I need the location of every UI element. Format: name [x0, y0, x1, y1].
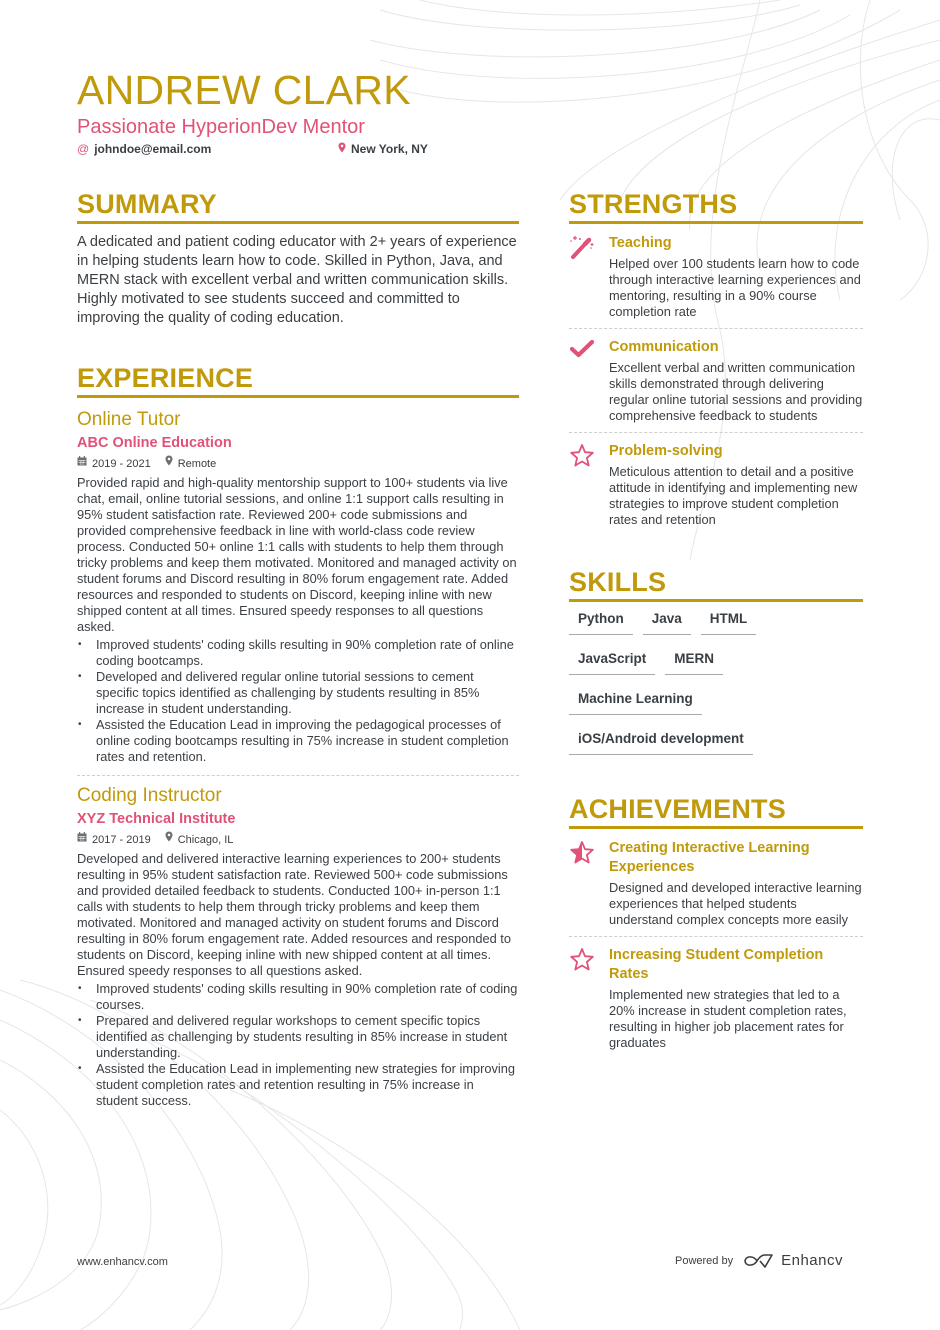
job-dates [77, 455, 151, 472]
experience-section [77, 362, 519, 1109]
achievement-description: Implemented new strategies that led to a 20% increase in student completion rates, resulting in higher job placement rates for graduates [609, 987, 847, 1050]
bullet-item: • Developed and delivered regular online tutorial sessions to cement specific topics identified as challenging by students resulting in 85% increase in student understanding. [77, 669, 519, 717]
section-divider [569, 826, 863, 829]
left-column [77, 188, 519, 1109]
item-divider [569, 432, 863, 433]
experience-heading: EXPERIENCE [77, 363, 254, 393]
brand-name: Enhancv [781, 1252, 843, 1269]
strength-description: Meticulous attention to detail and a positive attitude in identifying and implementing new strategies to improve student completion rates and retention [609, 464, 858, 527]
skills-row [569, 728, 863, 755]
resume-header [77, 66, 428, 162]
job-title: Coding Instructor [77, 785, 222, 806]
strengths-section [569, 188, 863, 528]
skills-row [569, 608, 863, 635]
right-column [569, 188, 863, 1051]
skill-tag: JavaScript [569, 648, 655, 675]
job-location-text: Chicago, IL [177, 833, 234, 846]
skill-tag: HTML [701, 608, 757, 635]
achievements-section [569, 793, 863, 1051]
company-name: XYZ Technical Institute [77, 811, 236, 827]
strength-title: Teaching [609, 235, 672, 251]
job-description: Developed and delivered interactive learning experiences to 200+ students resulting in 95% student satisfaction rate. Reviewed 500+ code submissions and provided detailed feedback to students. Conducted 100+ in-person 1:1 calls with students to help them through tricky problems and keep them motivated. Monitored and managed activity on student forums and Discord resulting in 80% forum engagement rate. Added resources and responded to students on Discord, keeping inline with new shipped content at all times. Ensured speedy responses to all questions asked. [77, 851, 511, 978]
email-text[interactable]: johndoe@email.com [94, 142, 212, 156]
candidate-title: Passionate HyperionDev Mentor [77, 116, 365, 138]
experience-entry [77, 408, 519, 765]
job-bullets [77, 637, 519, 765]
skills-section [569, 566, 863, 755]
job-description: Provided rapid and high-quality mentorship support to 100+ students via live chat, email, online tutorial sessions, and online 1:1 support calls resulting in 95% student satisfaction rate. Reviewed 200+ code submissions and provided comprehensive feedback in line with world-class code review process. Conducted 50+ online 1:1 calls with students to help them through tricky problems and keep them motivated. Monitored and managed activity on student forums and Discord resulting in 80% forum engagement rate. Added resources and responded to students on Discord, keeping inline with new shipped content at all times. Ensured speedy responses to all questions asked. [77, 475, 517, 634]
achievements-heading: ACHIEVEMENTS [569, 794, 786, 824]
job-location-text: Remote [177, 457, 217, 470]
email-contact[interactable] [77, 142, 211, 156]
skill-tag: Machine Learning [569, 688, 702, 715]
summary-section [77, 188, 519, 328]
contact-info [77, 142, 428, 162]
map-pin-icon [338, 142, 346, 156]
experience-entry [77, 784, 519, 1109]
calendar-icon [77, 832, 87, 848]
job-location [165, 831, 234, 848]
job-dates-text: 2019 - 2021 [92, 457, 151, 470]
powered-by-label: Powered by [675, 1254, 734, 1267]
skill-tag: iOS/Android development [569, 728, 753, 755]
strength-description: Helped over 100 students learn how to code through interactive learning experiences and mentoring, resulting in a 90% course completion rate [609, 256, 861, 319]
item-divider [569, 328, 863, 329]
skills-row [569, 648, 863, 675]
map-pin-icon [165, 831, 173, 848]
bullet-item: • Assisted the Education Lead in implementing new strategies for improving student completion rates and retention resulting in 75% increase in student success. [77, 1061, 519, 1109]
section-divider [77, 221, 519, 224]
location-contact [338, 142, 428, 156]
skill-tag: Java [643, 608, 691, 635]
footer-branding [675, 1252, 843, 1269]
skill-tag: Python [569, 608, 633, 635]
bullet-item: • Assisted the Education Lead in improving the pedagogical processes of online coding bootcamps resulting in 75% increase in student completion rates and retention. [77, 717, 519, 765]
enhancv-logo[interactable] [743, 1252, 843, 1269]
calendar-icon [77, 456, 87, 472]
section-divider [569, 221, 863, 224]
company-name: ABC Online Education [77, 435, 232, 451]
strength-description: Excellent verbal and written communication skills demonstrated through delivering regular online tutorial sessions and providing comprehensive feedback to students [609, 360, 863, 423]
star-outline-icon [569, 442, 609, 528]
job-meta [77, 455, 519, 472]
job-bullets [77, 981, 519, 1109]
skills-list [569, 608, 863, 755]
bullet-item: • Improved students' coding skills resulting in 90% completion rate of coding courses. [77, 981, 519, 1013]
skill-tag: MERN [665, 648, 723, 675]
job-title: Online Tutor [77, 409, 181, 430]
checkmark-icon [569, 338, 609, 424]
enhancv-logo-icon [743, 1253, 775, 1269]
map-pin-icon [165, 455, 173, 472]
star-half-icon [569, 839, 609, 928]
strength-title: Problem-solving [609, 443, 723, 459]
strength-item [569, 338, 863, 424]
job-meta [77, 831, 519, 848]
achievement-item [569, 839, 863, 928]
star-outline-icon [569, 946, 609, 1051]
summary-heading: SUMMARY [77, 189, 217, 219]
bullet-item: • Prepared and delivered regular workshops to cement specific topics identified as challenging by students resulting in 85% increase in student understanding. [77, 1013, 519, 1061]
achievement-title: Creating Interactive Learning Experiences [609, 840, 810, 875]
footer-website[interactable]: www.enhancv.com [77, 1256, 168, 1268]
section-divider [569, 599, 863, 602]
candidate-name: ANDREW CLARK [77, 67, 411, 113]
location-text: New York, NY [351, 142, 428, 156]
achievement-title: Increasing Student Completion Rates [609, 947, 824, 982]
at-icon: @ [77, 142, 90, 156]
achievement-item [569, 946, 863, 1051]
strengths-heading: STRENGTHS [569, 189, 738, 219]
job-dates-text: 2017 - 2019 [92, 833, 151, 846]
summary-text: A dedicated and patient coding educator with 2+ years of experience in helping students learn how to code. Skilled in Python, Java, and MERN stack with excellent verbal and written communication skills. Highly motivated to see students succeed and committed to improving the quality of coding education. [77, 234, 517, 326]
magic-wand-icon [569, 234, 609, 320]
job-dates [77, 831, 151, 848]
item-divider [569, 936, 863, 937]
job-location [165, 455, 217, 472]
strength-title: Communication [609, 339, 719, 355]
achievement-description: Designed and developed interactive learning experiences that helped students understand complex concepts more easily [609, 880, 862, 927]
skills-heading: SKILLS [569, 567, 667, 597]
strength-item [569, 442, 863, 528]
bullet-item: • Improved students' coding skills resulting in 90% completion rate of online coding bootcamps. [77, 637, 519, 669]
entry-divider [77, 775, 519, 776]
strength-item [569, 234, 863, 320]
skills-row [569, 688, 863, 715]
section-divider [77, 395, 519, 398]
